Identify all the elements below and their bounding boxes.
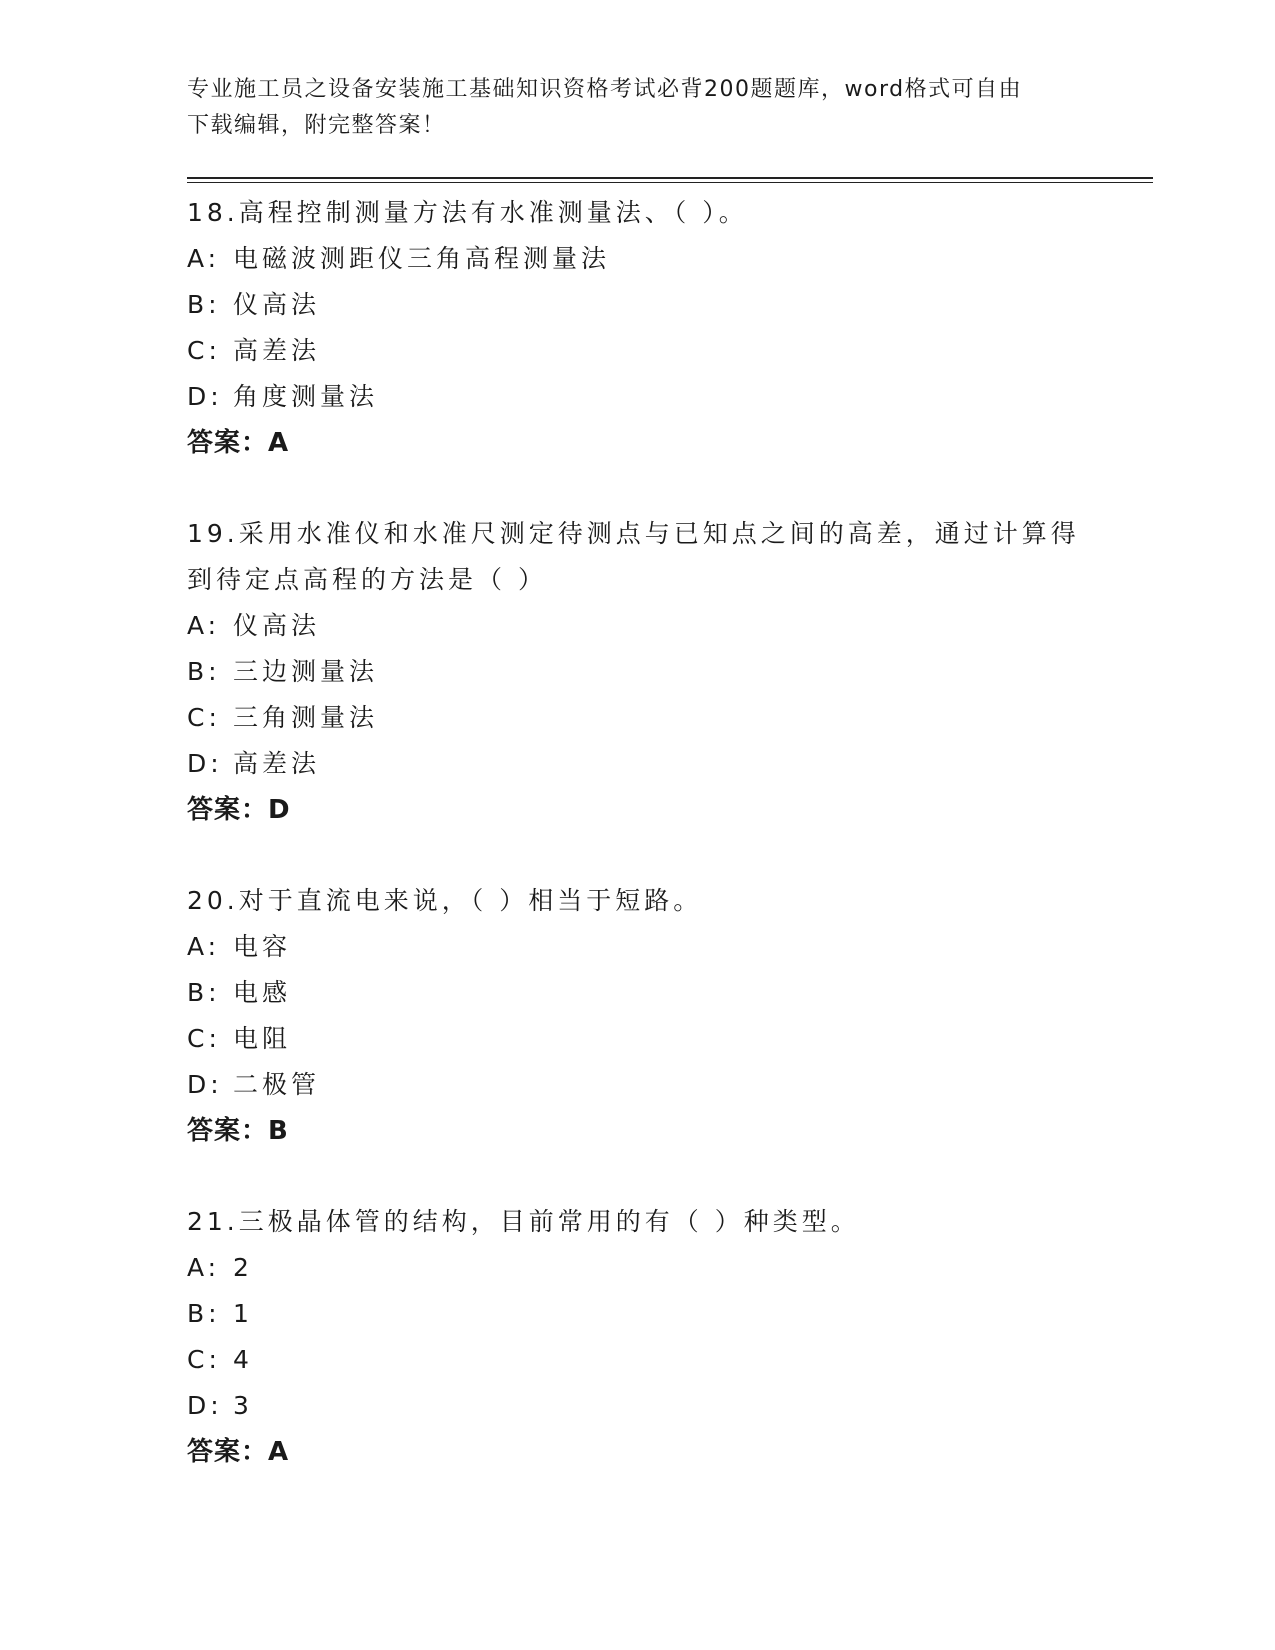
option-key: B: xyxy=(187,1299,221,1328)
question-stem-line-2: 到待定点高程的方法是（ ） xyxy=(187,565,547,594)
option-text: 二极管 xyxy=(233,1070,321,1099)
option-a xyxy=(187,603,1087,649)
option-d xyxy=(187,1383,1087,1429)
option-key: A: xyxy=(187,1253,221,1282)
option-b xyxy=(187,649,1087,695)
option-text: 高差法 xyxy=(233,749,321,778)
option-text: 电感 xyxy=(233,978,292,1007)
option-text: 电阻 xyxy=(233,1024,292,1053)
option-key: C: xyxy=(187,336,221,365)
header-line-1: 专业施工员之设备安装施工基础知识资格考试必背200题题库，word格式可自由 xyxy=(187,77,1023,102)
header-divider-thick xyxy=(187,177,1153,179)
option-text: 电磁波测距仪三角高程测量法 xyxy=(233,244,611,273)
document-header xyxy=(187,72,1087,144)
option-b xyxy=(187,282,1087,328)
answer-line: 答案：B xyxy=(187,1116,289,1146)
option-key: A: xyxy=(187,611,221,640)
answer-line: 答案：D xyxy=(187,795,291,825)
option-key: D: xyxy=(187,1391,223,1420)
question-stem: 20.对于直流电来说，（ ）相当于短路。 xyxy=(187,886,703,915)
option-key: B: xyxy=(187,290,221,319)
option-key: D: xyxy=(187,382,223,411)
option-key: A: xyxy=(187,932,221,961)
option-text: 电容 xyxy=(233,932,292,961)
option-text: 高差法 xyxy=(233,336,321,365)
option-key: B: xyxy=(187,657,221,686)
option-d xyxy=(187,741,1087,787)
answer-line: 答案：A xyxy=(187,428,290,458)
option-key: B: xyxy=(187,978,221,1007)
option-key: C: xyxy=(187,703,221,732)
question-19 xyxy=(187,511,1087,833)
option-text: 三边测量法 xyxy=(233,657,379,686)
question-18 xyxy=(187,190,1087,466)
option-text: 三角测量法 xyxy=(233,703,379,732)
option-d xyxy=(187,374,1087,420)
option-a xyxy=(187,236,1087,282)
question-stem: 21.三极晶体管的结构，目前常用的有（ ）种类型。 xyxy=(187,1207,860,1236)
option-text: 2 xyxy=(233,1253,253,1282)
option-c xyxy=(187,328,1087,374)
question-20 xyxy=(187,878,1087,1154)
option-key: C: xyxy=(187,1024,221,1053)
option-b xyxy=(187,1291,1087,1337)
option-key: D: xyxy=(187,1070,223,1099)
option-key: A: xyxy=(187,244,221,273)
option-text: 4 xyxy=(233,1345,253,1374)
question-stem-line-1: 19.采用水准仪和水准尺测定待测点与已知点之间的高差，通过计算得 xyxy=(187,519,1080,548)
option-a xyxy=(187,1245,1087,1291)
question-list xyxy=(187,190,1087,1520)
option-c xyxy=(187,695,1087,741)
option-key: D: xyxy=(187,749,223,778)
header-line-2: 下载编辑，附完整答案！ xyxy=(187,113,446,138)
option-c xyxy=(187,1337,1087,1383)
option-text: 仪高法 xyxy=(233,611,321,640)
option-d xyxy=(187,1062,1087,1108)
question-21 xyxy=(187,1199,1087,1475)
option-text: 1 xyxy=(233,1299,253,1328)
option-c xyxy=(187,1016,1087,1062)
question-stem: 18.高程控制测量方法有水准测量法、（ ）。 xyxy=(187,198,748,227)
option-b xyxy=(187,970,1087,1016)
option-text: 仪高法 xyxy=(233,290,321,319)
header-divider-thin xyxy=(187,182,1153,183)
option-key: C: xyxy=(187,1345,221,1374)
option-text: 3 xyxy=(233,1391,253,1420)
option-a xyxy=(187,924,1087,970)
answer-line: 答案：A xyxy=(187,1437,290,1467)
option-text: 角度测量法 xyxy=(233,382,379,411)
